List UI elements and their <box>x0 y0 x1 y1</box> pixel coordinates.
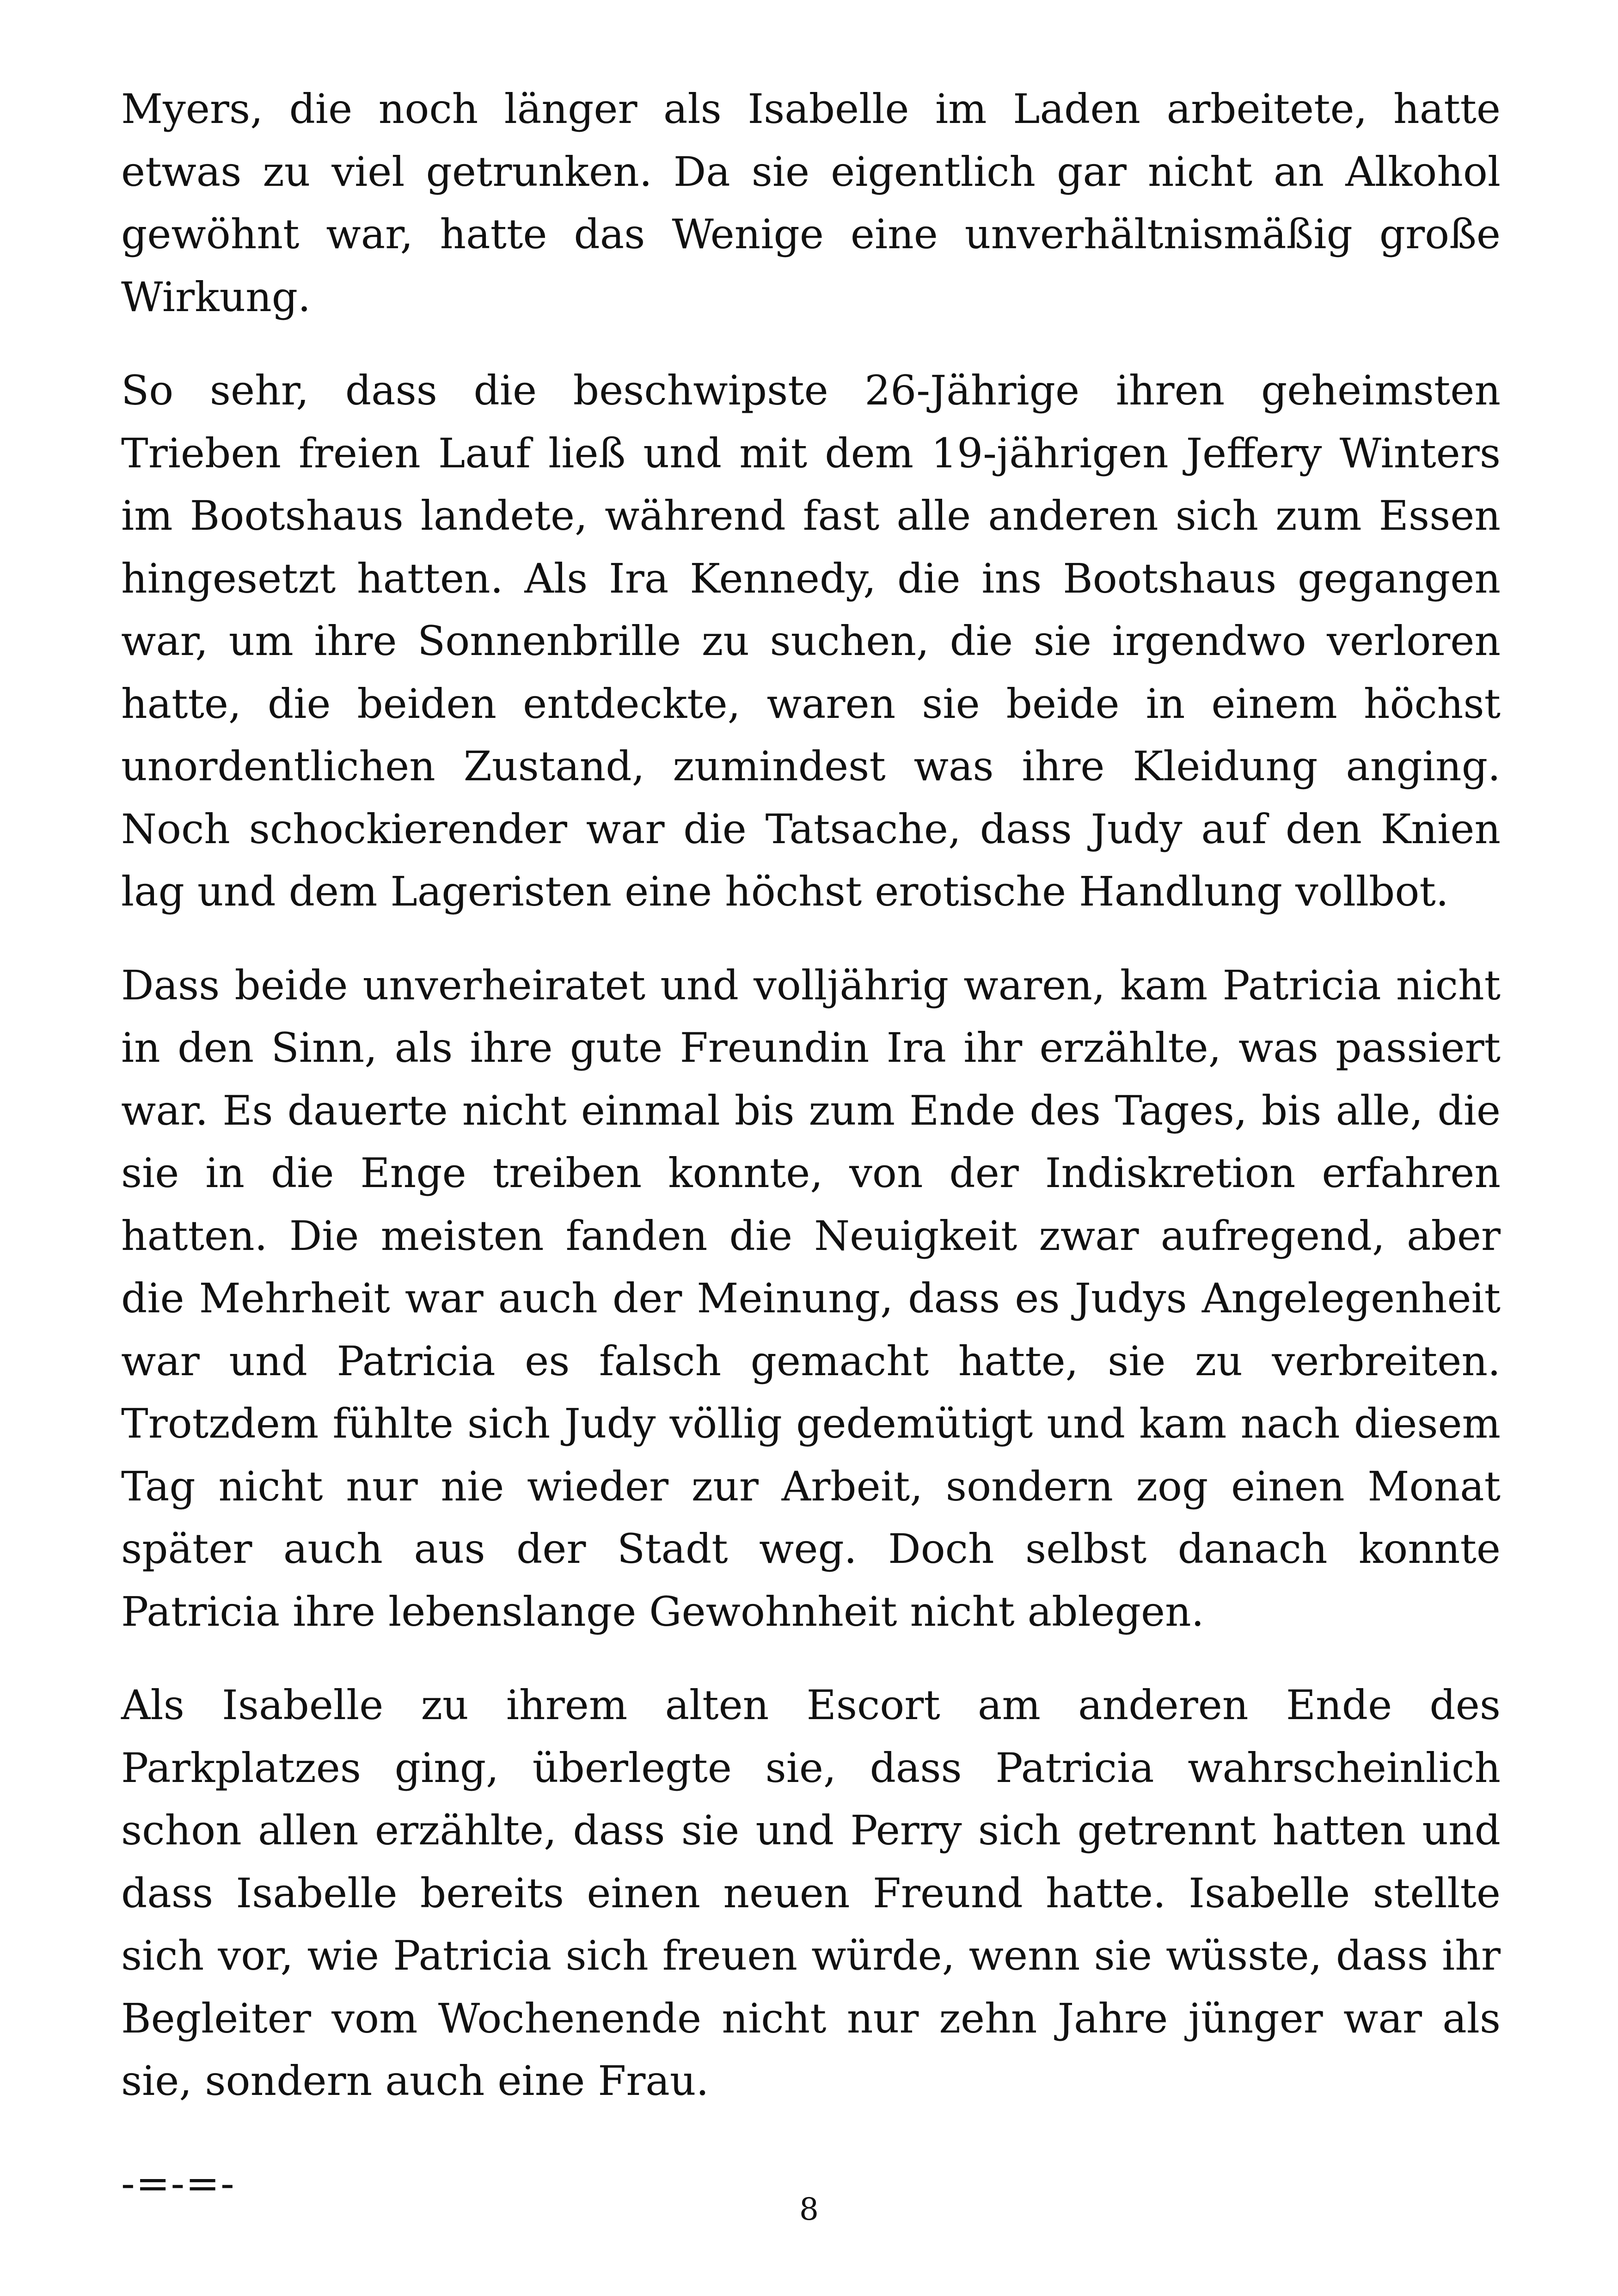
page-number: 8 <box>799 2192 819 2227</box>
paragraph: So sehr, dass die beschwipste 26-Jährige ihren geheimsten Trieben freien Lauf ließ und mit dem 19-jährigen Jeffery Winters im Bootshaus landete, während fast alle anderen sich zum Essen hingesetzt hatten. Als Ira Kennedy, die ins Bootshaus gegangen war, um ihre Sonnenbrille zu suchen, die sie irgendwo verloren hatte, die beiden entdeckte, waren sie beide in einem höchst unordentlichen Zustand, zumindest was ihre Kleidung anging. Noch schockierender war die Tatsache, dass Judy auf den Knien lag und dem Lageristen eine höchst erotische Handlung vollbot. <box>121 367 1501 915</box>
paragraph: Dass beide unverheiratet und volljährig waren, kam Patricia nicht in den Sinn, als ihre gute Freundin Ira ihr erzählte, was passiert war. Es dauerte nicht einmal bis zum Ende des Tages, bis alle, die sie in die Enge treiben konnte, von der Indiskretion erfahren hatten. Die meisten fanden die Neuigkeit zwar aufregend, aber die Mehrheit war auch der Meinung, dass es Judys Angelegenheit war und Patricia es falsch gemacht hatte, sie zu verbreiten. Trotzdem fühlte sich Judy völlig gedemütigt und kam nach diesem Tag nicht nur nie wieder zur Arbeit, sondern zog einen Monat später auch aus der Stadt weg. Doch selbst danach konnte Patricia ihre lebenslange Gewohnheit nicht ablegen. <box>121 961 1501 1635</box>
paragraph: Als Isabelle zu ihrem alten Escort am anderen Ende des Parkplatzes ging, überlegte sie, dass Patricia wahrscheinlich schon allen erzählte, dass sie und Perry sich getrennt hatten und dass Isabelle bereits einen neuen Freund hatte. Isabelle stellte sich vor, wie Patricia sich freuen würde, wenn sie wüsste, dass ihr Begleiter vom Wochenende nicht nur zehn Jahre jünger war als sie, sondern auch eine Frau. <box>121 1681 1501 2105</box>
scene-separator: -=-=- <box>121 2159 235 2207</box>
paragraph: Myers, die noch länger als Isabelle im Laden arbeitete, hatte etwas zu viel getrunken. Da sie eigentlich gar nicht an Alkohol gewöhnt war, hatte das Wenige eine unverhältnismäßig große Wirkung. <box>121 85 1501 321</box>
body-text <box>121 78 1501 2215</box>
